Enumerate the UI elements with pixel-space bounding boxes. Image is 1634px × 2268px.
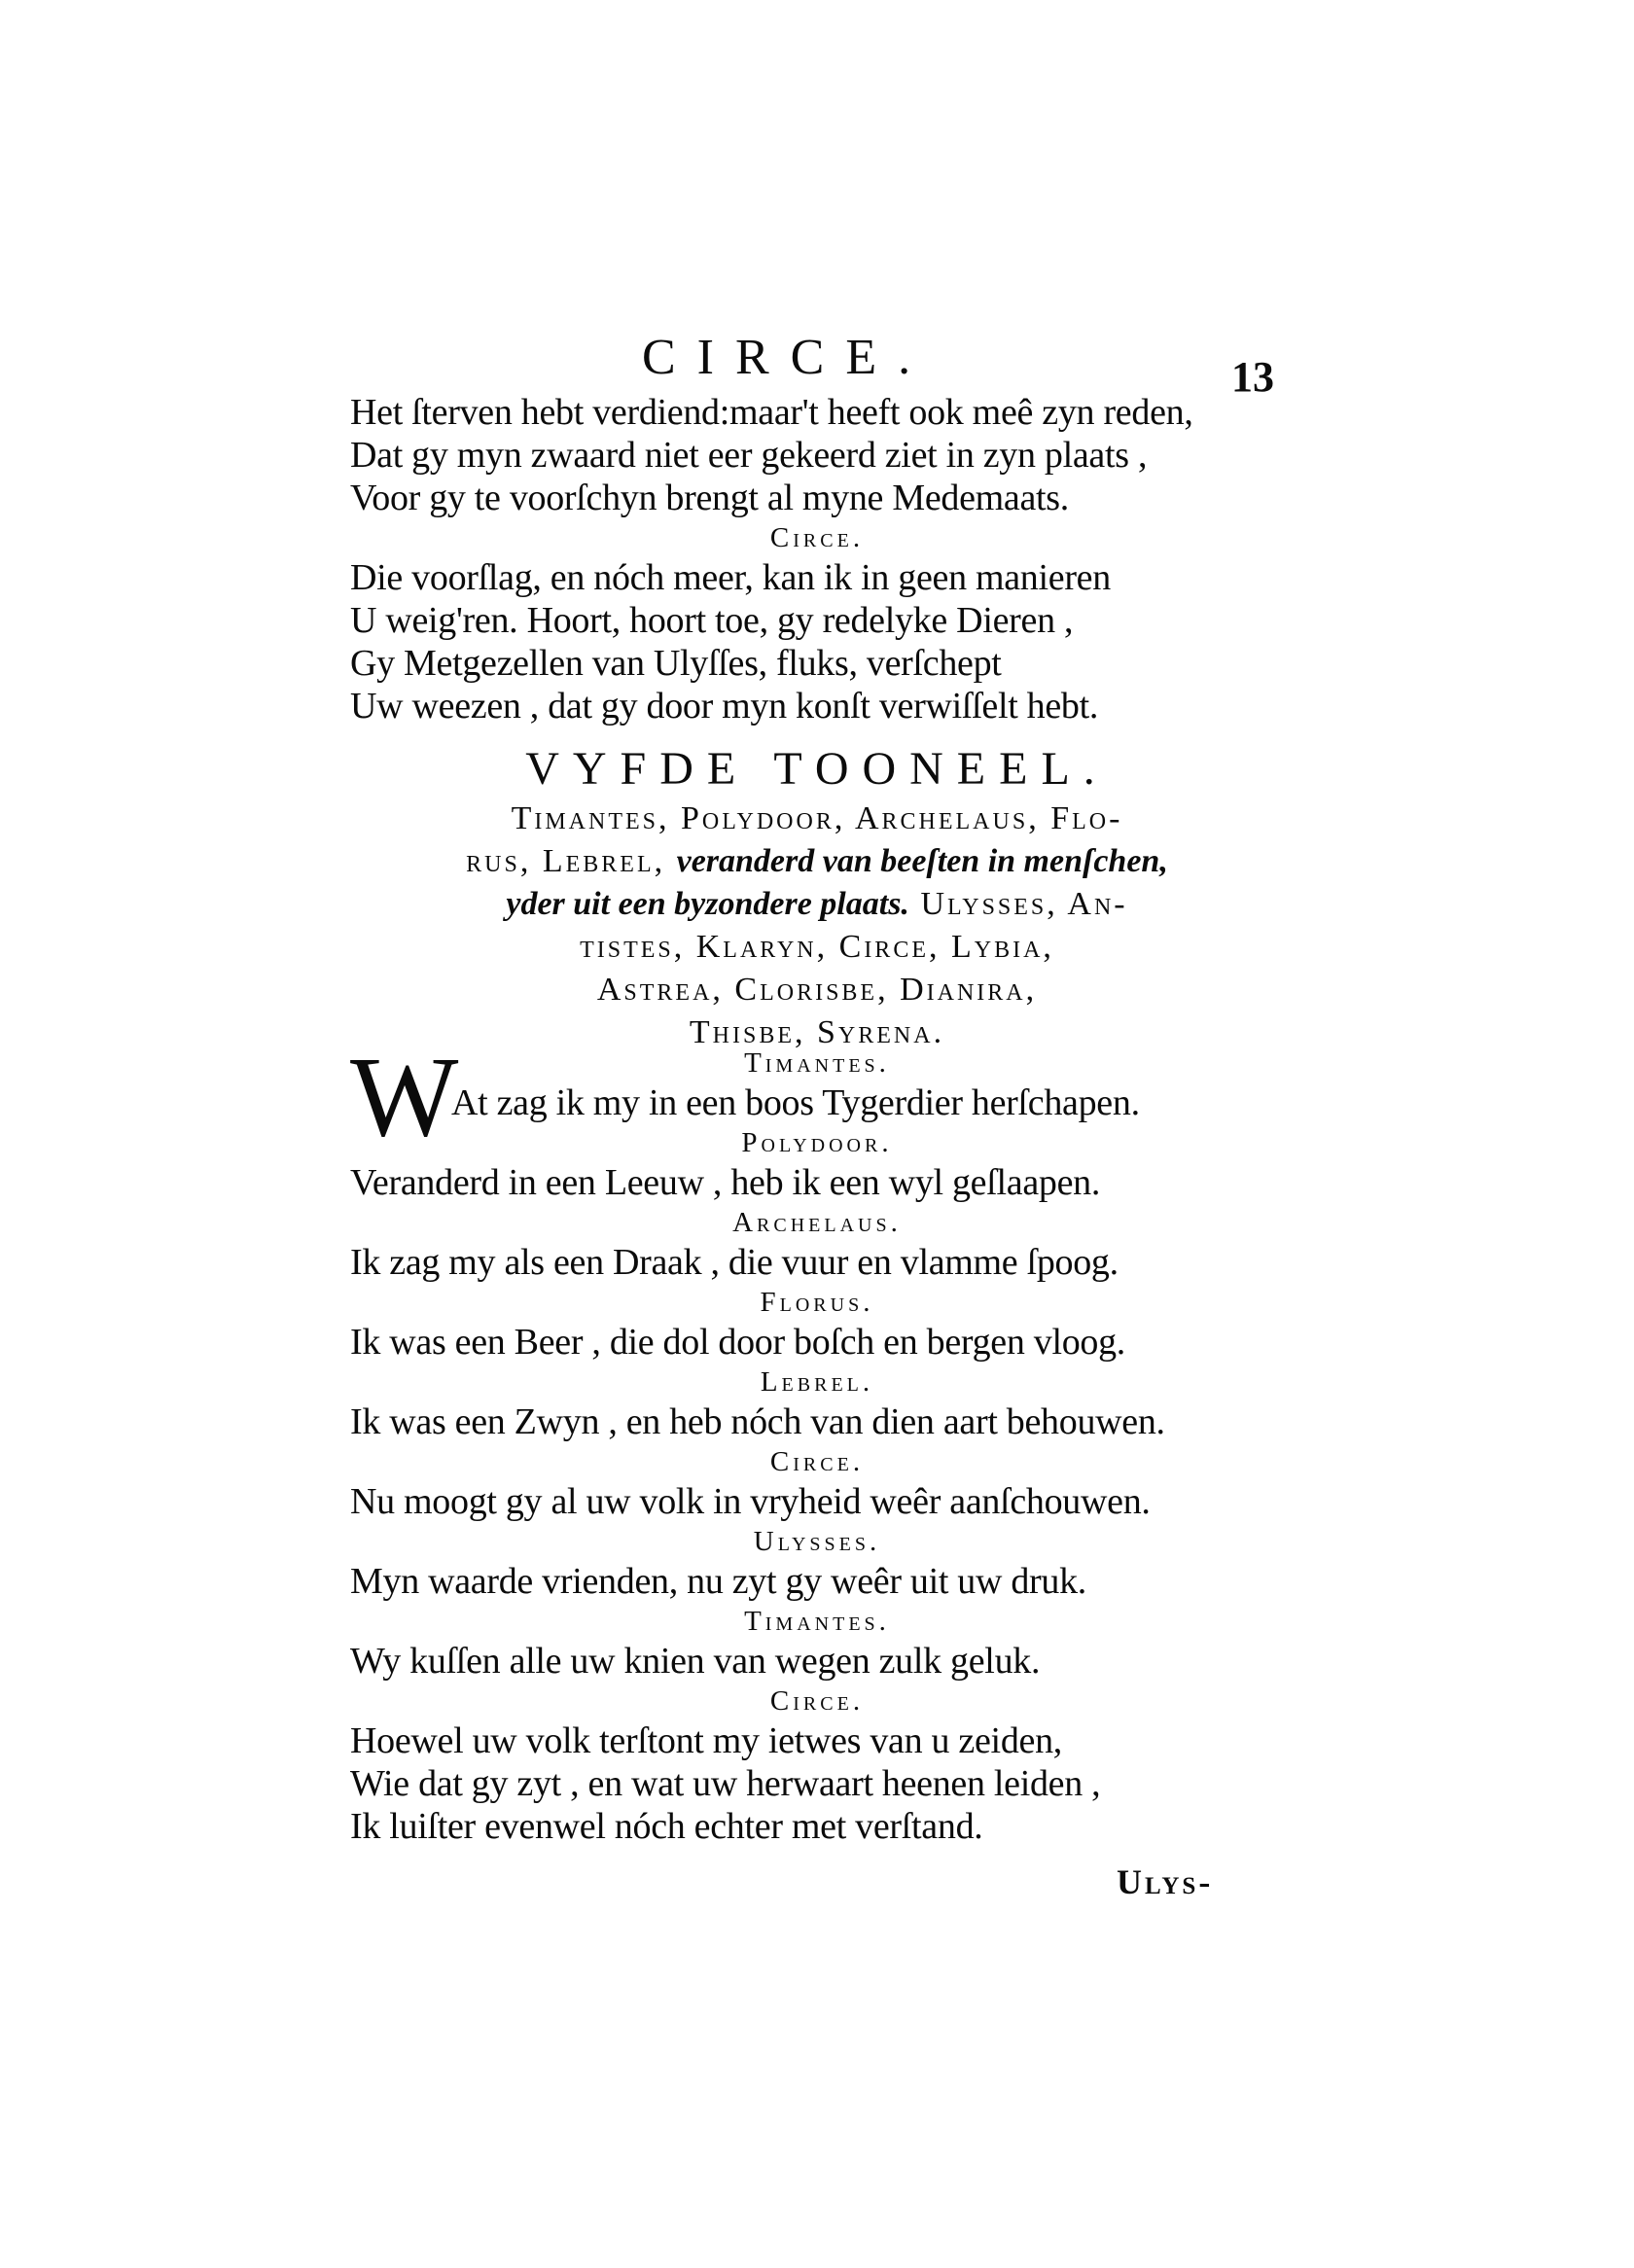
cast-stage-direction: yder uit een byzondere plaats.	[506, 886, 909, 922]
verse-line: Ik was een Beer , die dol door boſch en bergen vloog.	[350, 1322, 1126, 1363]
scene-heading: VYFDE TOONEEL.	[525, 743, 1109, 795]
verse-line: At zag ik my in een boos Tygerdier herſchapen.	[451, 1082, 1140, 1123]
speaker-label: Circe.	[769, 1446, 865, 1477]
cast-list-line: tistes, Klaryn, Circe, Lybia,	[580, 929, 1054, 965]
drop-cap: W	[350, 1033, 459, 1160]
speaker-label: Archelaus.	[732, 1207, 902, 1238]
speaker-label: Circe.	[769, 522, 865, 553]
cast-list-line	[350, 883, 1284, 926]
verse-line: Ik was een Zwyn , en heb nóch van dien aart behouwen.	[350, 1401, 1165, 1442]
cast-list-line: Timantes, Polydoor, Archelaus, Flo-	[511, 800, 1123, 836]
verse-line: Die voorſlag, en nóch meer, kan ik in geen manieren	[350, 557, 1111, 598]
verse-line: Myn waarde vrienden, nu zyt gy weêr uit uw druk.	[350, 1561, 1086, 1602]
speaker-label: Timantes.	[744, 1047, 890, 1079]
verse-line: U weig'ren. Hoort, hoort toe, gy redelyke Dieren ,	[350, 600, 1074, 641]
cast-names: Ulysses, An-	[920, 886, 1128, 922]
cast-list-line: Thisbe, Syrena.	[689, 1014, 945, 1050]
dialogue-block	[350, 1033, 1284, 1848]
cast-list-line	[350, 840, 1284, 883]
speaker-label: Timantes.	[744, 1606, 890, 1637]
verse-line: Ik luiſter evenwel nóch echter met verſtand.	[350, 1806, 983, 1847]
verse-line: Voor gy te voorſchyn brengt al myne Medemaats.	[350, 478, 1069, 518]
verse-block-top	[350, 391, 1284, 1054]
speaker-label: Ulysses.	[753, 1526, 881, 1557]
verse-line: Wy kuſſen alle uw knien van wegen zulk geluk.	[350, 1641, 1041, 1682]
speaker-label: Lebrel.	[760, 1366, 874, 1398]
page-number: 13	[1231, 353, 1274, 401]
verse-line: Wie dat gy zyt , en wat uw herwaart heenen leiden ,	[350, 1763, 1101, 1804]
verse-line: Dat gy myn zwaard niet eer gekeerd ziet in zyn plaats ,	[350, 435, 1148, 476]
catchword: Ulys-	[1117, 1862, 1214, 1901]
cast-stage-direction: veranderd van beeſten in menſchen,	[676, 843, 1168, 879]
cast-names: rus, Lebrel,	[466, 843, 666, 879]
verse-line: Veranderd in een Leeuw , heb ik een wyl geſlaapen.	[350, 1162, 1101, 1203]
verse-line: Het ſterven hebt verdiend:maar't heeft ook meê zyn reden,	[350, 392, 1193, 433]
speaker-label: Circe.	[769, 1685, 865, 1717]
verse-line: Hoewel uw volk terſtont my ietwes van u zeiden,	[350, 1720, 1062, 1761]
running-head: CIRCE.	[642, 330, 933, 385]
verse-line: Gy Metgezellen van Ulyſſes, fluks, verſchept	[350, 643, 1002, 684]
speaker-label: Florus.	[760, 1287, 874, 1318]
cast-list-line: Astrea, Clorisbe, Dianira,	[596, 972, 1038, 1008]
speaker-label: Polydoor.	[741, 1127, 893, 1158]
verse-line: Ik zag my als een Draak , die vuur en vlamme ſpoog.	[350, 1242, 1119, 1283]
verse-line: Uw weezen , dat gy door myn konſt verwiſſelt hebt.	[350, 686, 1099, 726]
verse-line: Nu moogt gy al uw volk in vryheid weêr aanſchouwen.	[350, 1481, 1151, 1522]
